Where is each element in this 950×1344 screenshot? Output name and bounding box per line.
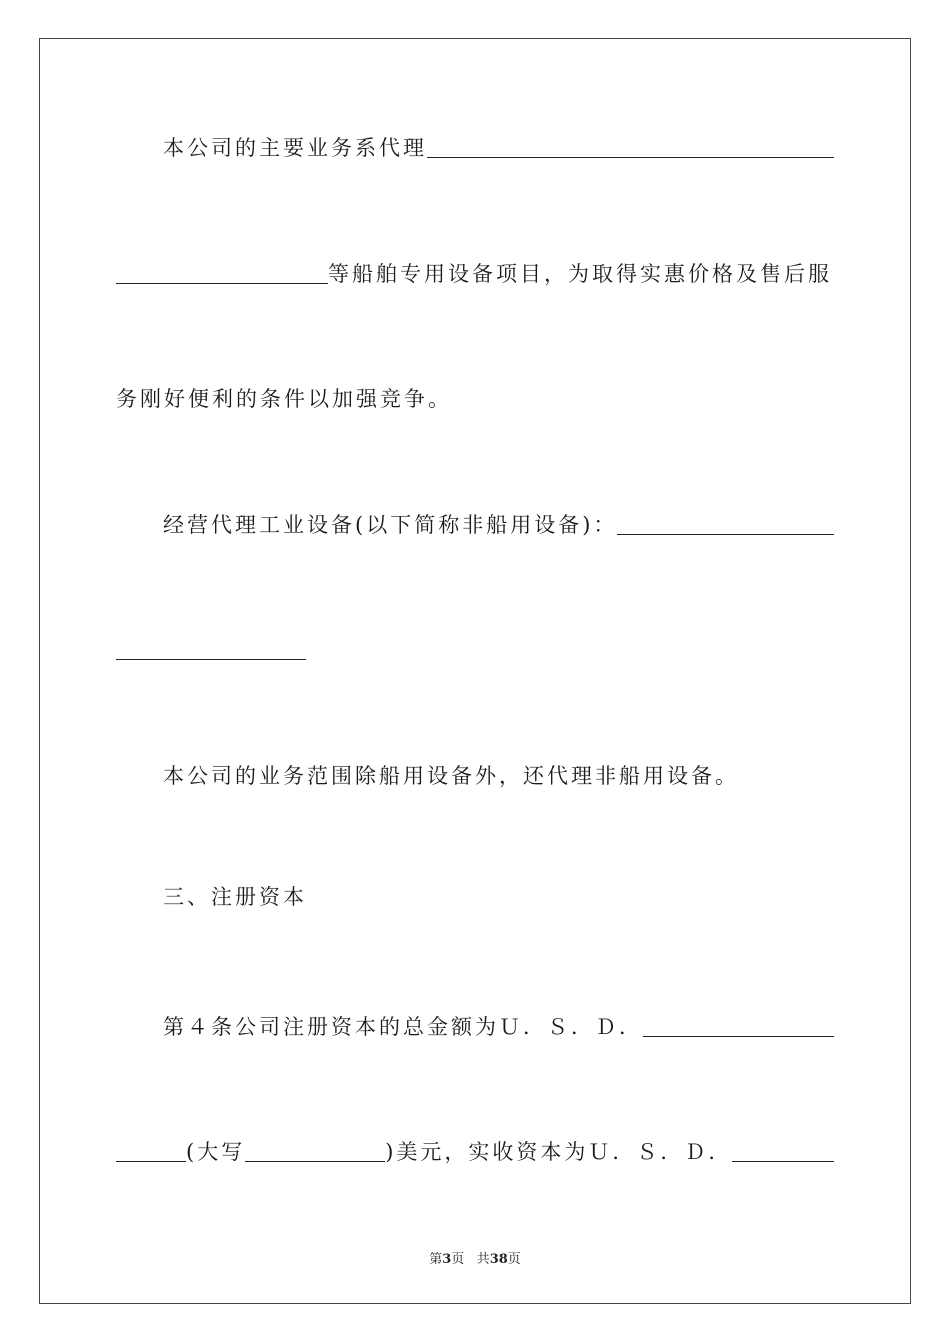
- line-3-text: 务刚好便利的条件以加强竞争。: [116, 387, 452, 411]
- text-line-6: [163, 758, 834, 790]
- section-heading: [163, 879, 834, 911]
- blank-capital-in-words[interactable]: [245, 1161, 385, 1162]
- footer-page-unit: 页: [451, 1252, 465, 1267]
- footer-page-number: 3: [442, 1252, 452, 1267]
- line-9-text-a: (大写: [186, 1140, 246, 1164]
- line-2-text: 等船舶专用设备项目，为取得实惠价格及售后服: [328, 262, 832, 286]
- footer-total-label: 共: [476, 1252, 490, 1267]
- page-frame: [39, 38, 911, 1304]
- text-line-8: [163, 1009, 834, 1041]
- blank-capital-cont[interactable]: [116, 1161, 186, 1162]
- text-line-4: [163, 507, 834, 539]
- line-1-text: 本公司的主要业务系代理: [163, 136, 427, 160]
- text-line-9: [116, 1134, 834, 1166]
- blank-industrial-equipment-cont[interactable]: [116, 659, 306, 660]
- footer-total-number: 38: [489, 1252, 508, 1267]
- footer-page-label: 第: [429, 1252, 443, 1267]
- line-4-text: 经营代理工业设备(以下简称非船用设备)：: [163, 513, 618, 537]
- text-line-5: [116, 632, 834, 664]
- blank-industrial-equipment[interactable]: [617, 534, 834, 535]
- text-line-3: [116, 381, 834, 413]
- line-6-text: 本公司的业务范围除船用设备外，还代理非船用设备。: [163, 764, 739, 788]
- blank-registered-capital[interactable]: [643, 1036, 834, 1037]
- section-heading-text: 三、注册资本: [163, 885, 307, 909]
- text-line-2: [116, 256, 834, 288]
- page-footer: [0, 1248, 950, 1267]
- line-8-text: 第４条公司注册资本的总金额为Ｕ．Ｓ．Ｄ．: [163, 1015, 643, 1039]
- blank-paid-in-capital[interactable]: [732, 1161, 834, 1162]
- line-9-text-b: )美元，实收资本为Ｕ．Ｓ．Ｄ．: [385, 1140, 733, 1164]
- blank-main-business[interactable]: [427, 157, 834, 158]
- footer-total-unit: 页: [507, 1252, 521, 1267]
- blank-equipment-items[interactable]: [116, 283, 328, 284]
- text-line-1: [163, 130, 834, 162]
